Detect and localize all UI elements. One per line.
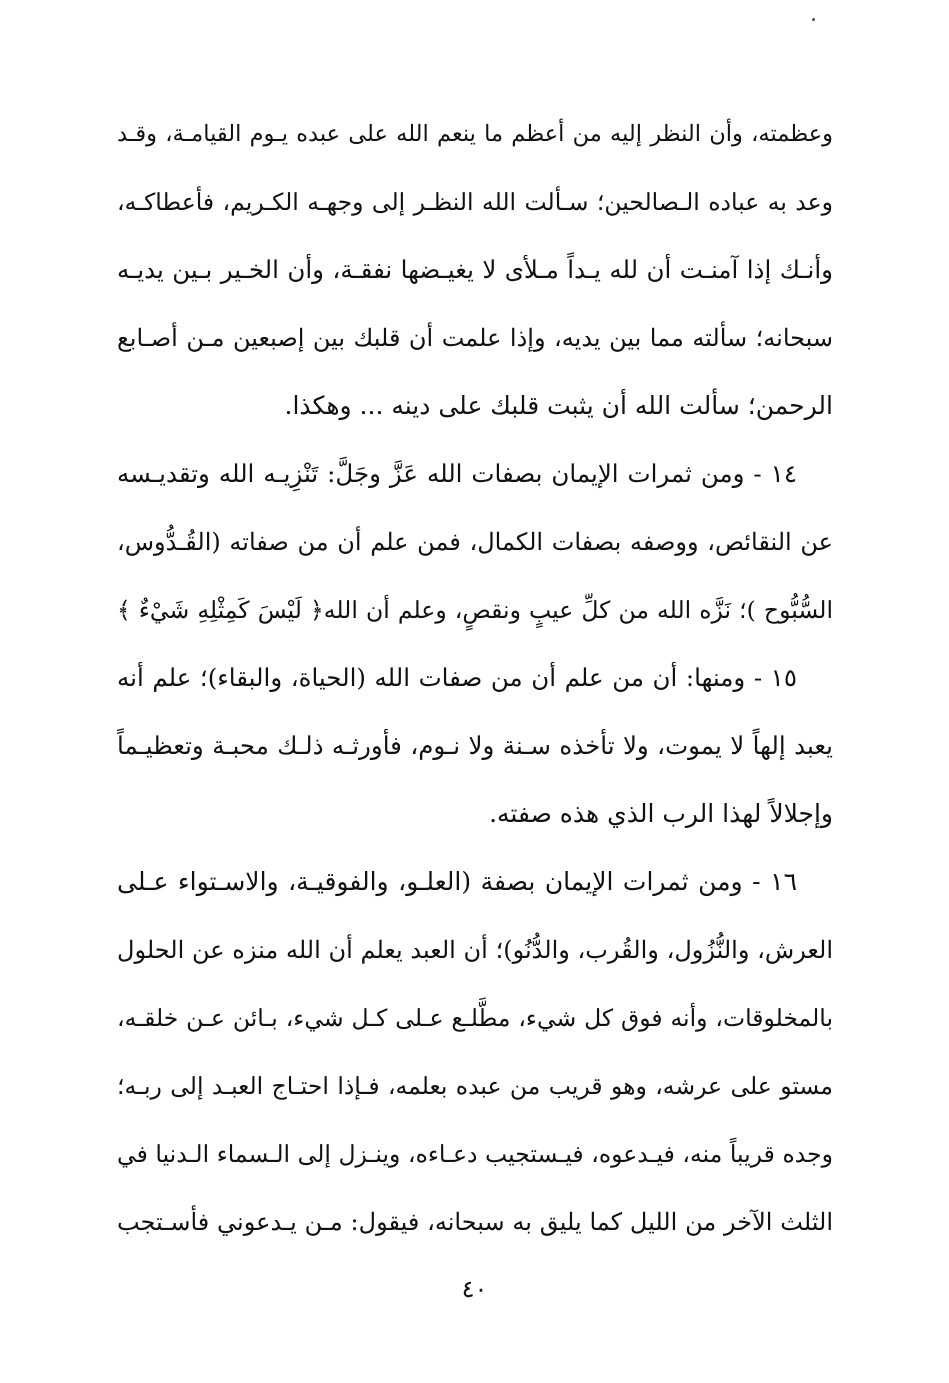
text-line: السُّبُّوح )؛ نَزَّه الله من كلِّ عيبٍ ونقصٍ، وعلم أن الله﴿ لَيْسَ كَمِثْلِهِ شَيْءٌ ﴾ xyxy=(117,596,833,624)
text-line: عن النقائص، ووصفه بصفات الكمال، فمن علم أن من صفاته (القُـدُّوس، xyxy=(117,528,833,556)
text-line: سبحانه؛ سألته مما بين يديه، وإذا علمت أن قلبك بين إصبعين مـن أصـابع xyxy=(117,324,833,352)
text-line: وأنـك إذا آمنـت أن لله يـداً مـلأى لا يغيـضها نفقـة، وأن الخـير بـين يديـه xyxy=(117,255,833,284)
page-number: ٤٠ xyxy=(461,1275,488,1303)
scan-speck xyxy=(812,18,815,21)
text-line: وعد به عباده الـصالحين؛ سـألت الله النظـر إلى وجهـه الكـريم، فأعطاكـه، xyxy=(117,188,833,216)
text-line: العرش، والنُّزُول، والقُرب، والدُّنُو)؛ أن العبد يعلم أن الله منزه عن الحلول xyxy=(117,936,833,964)
text-line: وجده قريباً منه، فيـدعوه، فيـستجيب دعـاءه، وينـزل إلى الـسماء الـدنيا في xyxy=(117,1140,833,1168)
paragraph-14-start: ١٤ - ومن ثمرات الإيمان بصفات الله عَزَّ وجَلَّ: تَنْزِيـه الله وتقديـسه xyxy=(117,459,797,488)
text-line: يعبد إلهاً لا يموت، ولا تأخذه سـنة ولا نـوم، فأورثـه ذلـك محبـة وتعظيـماً xyxy=(117,731,833,760)
text-line: مستو على عرشه، وهو قريب من عبده بعلمه، فـإذا احتـاج العبـد إلى ربـه؛ xyxy=(117,1072,833,1100)
paragraph-16-start: ١٦ - ومن ثمرات الإيمان بصفة (العلـو، والفوقيـة، والاسـتواء عـلى xyxy=(117,867,797,896)
body-text xyxy=(117,100,833,1256)
text-line: وإجلالاً لهذا الرب الذي هذه صفته. xyxy=(489,799,833,828)
text-line: الثلث الآخر من الليل كما يليق به سبحانه، فيقول: مـن يـدعوني فأسـتجب xyxy=(117,1208,833,1236)
text-line: الرحمن؛ سألت الله أن يثبت قلبك على دينه ... وهكذا. xyxy=(284,391,833,420)
text-line: وعظمته، وأن النظر إليه من أعظم ما ينعم الله على عبده يـوم القيامـة، وقـد xyxy=(117,121,833,147)
paragraph-15-start: ١٥ - ومنها: أن من علم أن من صفات الله (الحياة، والبقاء)؛ علم أنه xyxy=(117,663,797,692)
text-line: بالمخلوقات، وأنه فوق كل شيء، مطَّلـع عـلى كـل شيء، بـائن عـن خلقـه، xyxy=(117,1004,833,1032)
